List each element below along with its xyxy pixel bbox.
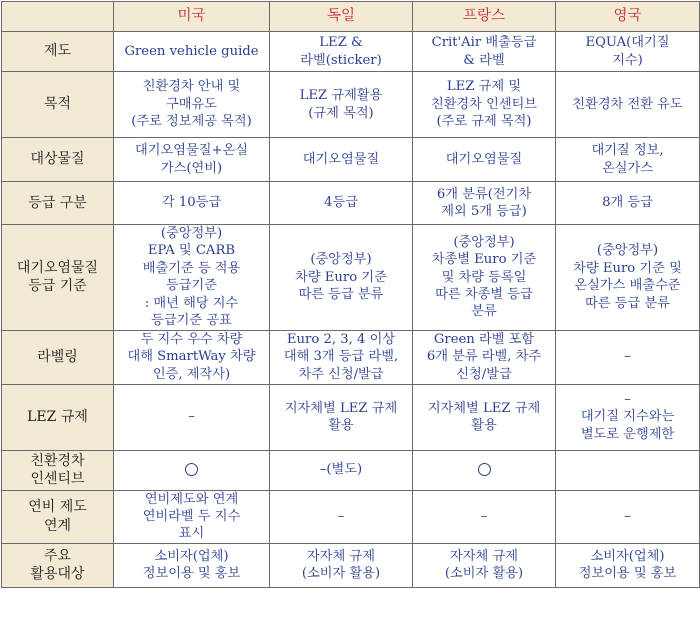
row-label-purpose: 목적 <box>2 72 114 138</box>
cell-main-use-target-uk: 소비자(업체) 정보이용 및 홍보 <box>556 543 700 587</box>
cell-target-substance-uk: 대기질 정보, 온실가스 <box>556 138 700 182</box>
row-label-fuel-economy-link: 연비 제도 연계 <box>2 490 114 543</box>
cell-fuel-economy-link-uk: – <box>556 490 700 543</box>
cell-pollutant-grade-criteria-usa: (중앙정부) EPA 및 CARB 배출기준 등 적용 등급기준 : 매년 해당 지수 등급기준 공표 <box>114 225 270 331</box>
cell-system-germany: LEZ & 라벨(sticker) <box>270 32 413 72</box>
table-row-labeling <box>2 330 700 384</box>
cell-main-use-target-usa: 소비자(업체) 정보이용 및 홍보 <box>114 543 270 587</box>
cell-eco-car-incentive-germany: –(별도) <box>270 450 413 490</box>
table-row-target-substance <box>2 138 700 182</box>
cell-labeling-germany: Euro 2, 3, 4 이상 대해 3개 등급 라벨, 차주 신청/발급 <box>270 330 413 384</box>
cell-pollutant-grade-criteria-germany: (중앙정부) 차량 Euro 기준 따른 등급 분류 <box>270 225 413 331</box>
corner-cell <box>2 2 114 32</box>
country-france: 프랑스 <box>413 2 556 32</box>
cell-pollutant-grade-criteria-uk: (중앙정부) 차량 Euro 기준 및 온실가스 배출수준 따른 등급 분류 <box>556 225 700 331</box>
cell-system-usa: Green vehicle guide <box>114 32 270 72</box>
cell-fuel-economy-link-germany: – <box>270 490 413 543</box>
row-label-main-use-target: 주요 활용대상 <box>2 543 114 587</box>
cell-lez-regulation-usa: – <box>114 384 270 450</box>
cell-main-use-target-germany: 자자체 규제 (소비자 활용) <box>270 543 413 587</box>
cell-eco-car-incentive-uk <box>556 450 700 490</box>
cell-fuel-economy-link-usa: 연비제도와 연계 연비라벨 두 지수 표시 <box>114 490 270 543</box>
cell-lez-regulation-france: 지자체별 LEZ 규제 활용 <box>413 384 556 450</box>
cell-target-substance-germany: 대기오염물질 <box>270 138 413 182</box>
country-germany: 독일 <box>270 2 413 32</box>
cell-purpose-germany: LEZ 규제활용 (규제 목적) <box>270 72 413 138</box>
cell-grade-classification-uk: 8개 등급 <box>556 182 700 225</box>
table-row-system <box>2 32 700 72</box>
cell-purpose-france: LEZ 규제 및 친환경차 인센티브 (주로 규제 목적) <box>413 72 556 138</box>
cell-fuel-economy-link-france: – <box>413 490 556 543</box>
cell-labeling-usa: 두 지수 우수 차량 대해 SmartWay 차량 인증, 제작사) <box>114 330 270 384</box>
table-row-main-use-target <box>2 543 700 587</box>
table-row-fuel-economy-link <box>2 490 700 543</box>
cell-grade-classification-germany: 4등급 <box>270 182 413 225</box>
cell-labeling-uk: – <box>556 330 700 384</box>
cell-target-substance-france: 대기오염물질 <box>413 138 556 182</box>
table-row-purpose <box>2 72 700 138</box>
table-row-grade-classification <box>2 182 700 225</box>
cell-pollutant-grade-criteria-france: (중앙정부) 차종별 Euro 기준 및 차량 등록일 따른 차종별 등급 분류 <box>413 225 556 331</box>
comparison-table <box>1 1 700 588</box>
cell-grade-classification-france: 6개 분류(전기차 제외 5개 등급) <box>413 182 556 225</box>
table-row-lez-regulation <box>2 384 700 450</box>
cell-lez-regulation-germany: 지자체별 LEZ 규제 활용 <box>270 384 413 450</box>
cell-eco-car-incentive-usa <box>114 450 270 490</box>
cell-purpose-uk: 친환경차 전환 유도 <box>556 72 700 138</box>
cell-purpose-usa: 친환경차 안내 및 구매유도 (주로 정보제공 목적) <box>114 72 270 138</box>
row-label-labeling: 라벨링 <box>2 330 114 384</box>
cell-main-use-target-france: 자자체 규제 (소비자 활용) <box>413 543 556 587</box>
country-usa: 미국 <box>114 2 270 32</box>
row-label-lez-regulation: LEZ 규제 <box>2 384 114 450</box>
cell-target-substance-usa: 대기오염물질+온실 가스(연비) <box>114 138 270 182</box>
cell-lez-regulation-uk: – 대기질 지수와는 별도로 운행제한 <box>556 384 700 450</box>
row-label-system: 제도 <box>2 32 114 72</box>
table-row-pollutant-grade-criteria <box>2 225 700 331</box>
cell-eco-car-incentive-france <box>413 450 556 490</box>
row-label-grade-classification: 등급 구분 <box>2 182 114 225</box>
cell-grade-classification-usa: 각 10등급 <box>114 182 270 225</box>
cell-system-uk: EQUA(대기질 지수) <box>556 32 700 72</box>
cell-system-france: Crit'Air 배출등급 & 라벨 <box>413 32 556 72</box>
row-label-pollutant-grade-criteria: 대기오염물질 등급 기준 <box>2 225 114 331</box>
header-row <box>2 2 700 32</box>
row-label-target-substance: 대상물질 <box>2 138 114 182</box>
row-label-eco-car-incentive: 친환경차 인센티브 <box>2 450 114 490</box>
circle-mark-icon <box>478 463 491 476</box>
country-uk: 영국 <box>556 2 700 32</box>
table-row-eco-car-incentive <box>2 450 700 490</box>
cell-labeling-france: Green 라벨 포함 6개 분류 라벨, 차주 신청/발급 <box>413 330 556 384</box>
circle-mark-icon <box>185 463 198 476</box>
